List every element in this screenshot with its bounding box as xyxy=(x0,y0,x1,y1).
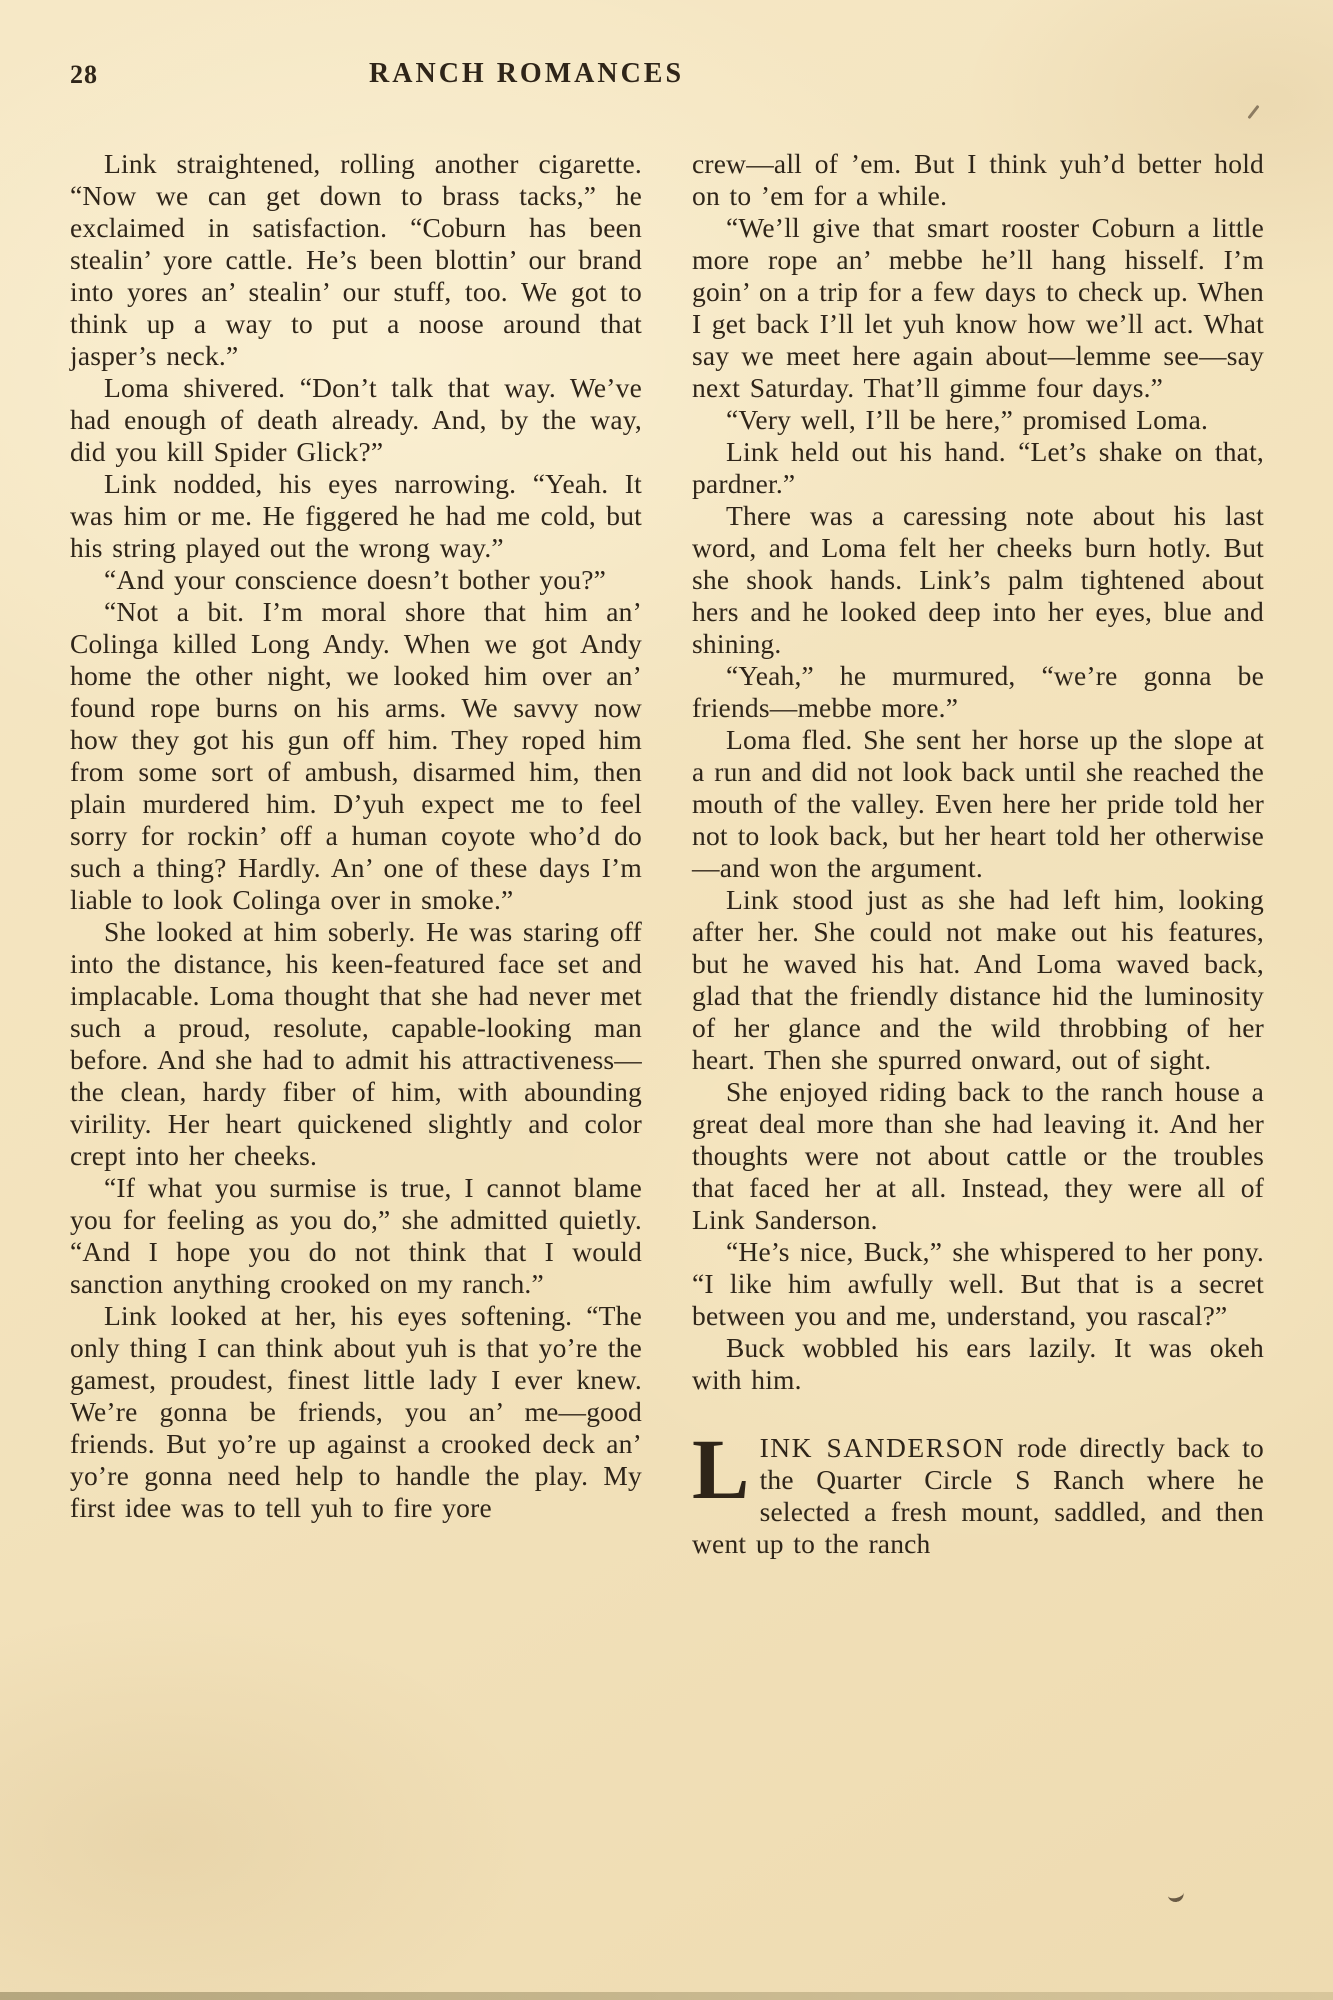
running-title: RANCH ROMANCES xyxy=(369,58,685,89)
body-paragraph: “Yeah,” he murmured, “we’re gonna be friends—mebbe more.” xyxy=(692,660,1264,723)
scan-artifact xyxy=(1247,105,1259,119)
body-paragraph: “Not a bit. I’m moral shore that him an’ Colinga killed Long Andy. When we got Andy home the other night, we looked him over an’ found rope burns on his arms. We savvy now how they got his gun off him. They roped him from some sort of ambush, disarmed him, then plain murdered him. D’yuh expect me to feel sorry for rockin’ off a human coyote who’d do such a thing? Hardly. An’ one of these days I’m liable to look Colinga over in smoke.” xyxy=(70,596,642,915)
body-paragraph: Link looked at her, his eyes softening. “The only thing I can think about yuh is that yo’re the gamest, proudest, finest little lady I ever knew. We’re gonna be friends, you an’ me—good friends. But yo’re up against a crooked deck an’ yo’re gonna need help to handle the play. My first idee was to tell yuh to fire yore xyxy=(70,1300,642,1523)
body-paragraph-continuation: crew—all of ’em. But I think yuh’d better hold on to ’em for a while. xyxy=(692,148,1264,211)
right-column xyxy=(692,148,1264,1560)
opening-lead-caps: INK SANDERSON xyxy=(759,1432,1006,1463)
body-paragraph: She looked at him soberly. He was staring off into the distance, his keen-featured face set and implacable. Loma thought that she had never met such a proud, resolute, capable-looking man before. And she had to admit his attractiveness—the clean, hardy fiber of him, with abounding virility. Her heart quickened slightly and color crept into her cheeks. xyxy=(70,916,642,1171)
body-paragraph: “We’ll give that smart rooster Coburn a little more rope an’ mebbe he’ll hang hisself. I’m goin’ on a trip for a few days to check up. When I get back I’ll let yuh know how we’ll act. What say we meet here again about—lemme see—say next Saturday. That’ll gimme four days.” xyxy=(692,212,1264,403)
opening-text: rode directly back to the Quarter Circle S Ranch where he selected a fresh mount, saddled, and then went up to the ranch xyxy=(692,1432,1264,1559)
text-columns xyxy=(70,148,1264,1560)
body-paragraph: Link straightened, rolling another cigarette. “Now we can get down to brass tacks,” he exclaimed in satisfaction. “Coburn has been stealin’ yore cattle. He’s been blottin’ our brand into yores an’ stealin’ our stuff, too. We got to think up a way to put a noose around that jasper’s neck.” xyxy=(70,148,642,371)
body-paragraph: Loma shivered. “Don’t talk that way. We’ve had enough of death already. And, by the way, did you kill Spider Glick?” xyxy=(70,372,642,467)
body-paragraph: Link stood just as she had left him, looking after her. She could not make out his features, but he waved his hat. And Loma waved back, glad that the friendly distance hid the luminosity of her glance and the wild throbbing of her heart. Then she spurred onward, out of sight. xyxy=(692,884,1264,1075)
body-paragraph: Loma fled. She sent her horse up the slope at a run and did not look back until she reached the mouth of the valley. Even here her pride told her not to look back, but her heart told her otherwise—and won the argument. xyxy=(692,724,1264,883)
left-column xyxy=(70,148,642,1560)
scan-artifact xyxy=(1167,1888,1185,1903)
body-paragraph: Link nodded, his eyes narrowing. “Yeah. It was him or me. He figgered he had me cold, but his string played out the wrong way.” xyxy=(70,468,642,563)
body-paragraph: “Very well, I’ll be here,” promised Loma. xyxy=(726,404,1209,435)
body-paragraph: “And your conscience doesn’t bother you?” xyxy=(104,564,607,595)
body-paragraph: Buck wobbled his ears lazily. It was okeh with him. xyxy=(692,1332,1264,1395)
drop-cap: L xyxy=(692,1421,750,1517)
body-paragraph: Link held out his hand. “Let’s shake on that, pardner.” xyxy=(692,436,1264,499)
body-paragraph: She enjoyed riding back to the ranch house a great deal more than she had leaving it. And her thoughts were not about cattle or the troubles that faced her at all. Instead, they were all of Link Sanderson. xyxy=(692,1076,1264,1235)
page-number: 28 xyxy=(70,60,98,89)
body-paragraph: There was a caressing note about his last word, and Loma felt her cheeks burn hotly. But she shook hands. Link’s palm tightened about hers and he looked deep into her eyes, blue and shining. xyxy=(692,500,1264,659)
body-paragraph: “If what you surmise is true, I cannot blame you for feeling as you do,” she admitted quietly. “And I hope you do not think that I would sanction anything crooked on my ranch.” xyxy=(70,1172,642,1299)
body-paragraph: “He’s nice, Buck,” she whispered to her pony. “I like him awfully well. But that is a secret between you and me, understand, you rascal?” xyxy=(692,1236,1264,1331)
section-opening-paragraph xyxy=(692,1421,1264,1560)
